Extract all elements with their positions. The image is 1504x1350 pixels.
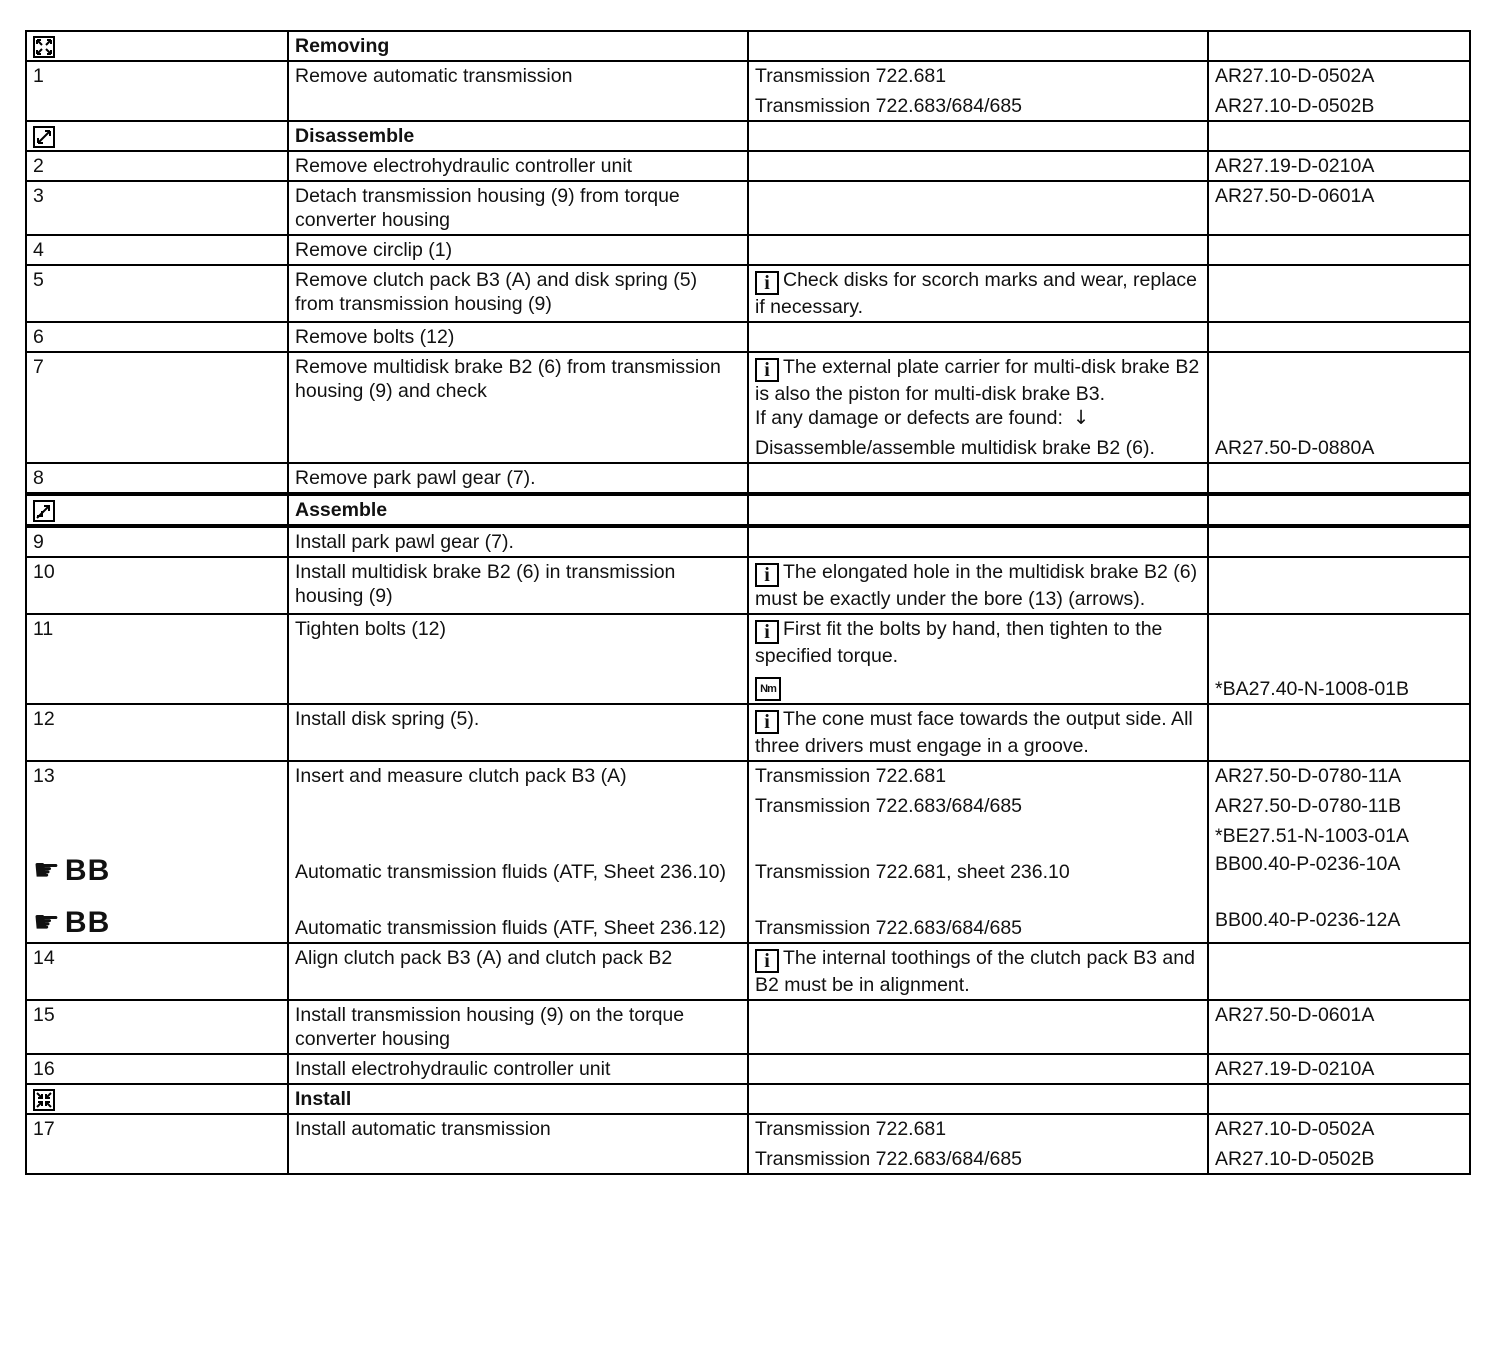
note: Transmission 722.683/684/685 <box>755 795 1023 817</box>
note: Transmission 722.681, sheet 236.10 <box>755 861 1070 883</box>
step-text: Install disk spring (5). <box>288 704 748 761</box>
table-row <box>26 322 1470 352</box>
table-row <box>26 761 1470 943</box>
info-text: The elongated hole in the multidisk brake B2 (6) must be exactly under the bore (13) (arrows). <box>755 561 1198 610</box>
note: Transmission 722.681 <box>755 765 947 787</box>
table-row <box>26 463 1470 494</box>
info-icon: i <box>755 949 779 973</box>
table-row <box>26 1114 1470 1174</box>
step-number: 2 <box>26 151 288 181</box>
info-icon: i <box>755 710 779 734</box>
torque-nm-icon[interactable]: Nm <box>755 677 781 701</box>
step-text: Detach transmission housing (9) from torque converter housing <box>288 181 748 235</box>
step-number: 9 <box>26 526 288 557</box>
reference-link[interactable]: AR27.50-D-0880A <box>1208 352 1470 463</box>
reference-link[interactable]: *BE27.51-N-1003-01A <box>1215 825 1410 847</box>
reference-link[interactable]: AR27.50-D-0780-11A <box>1215 765 1402 787</box>
note: Transmission 722.681 <box>755 1118 947 1140</box>
procedure-document <box>25 30 1467 1175</box>
info-text: Check disks for scorch marks and wear, replace if necessary. <box>755 269 1197 318</box>
reference-link[interactable]: AR27.10-D-0502A <box>1215 65 1375 87</box>
section-title: Assemble <box>288 494 748 526</box>
reference-link[interactable]: AR27.10-D-0502B <box>1215 1148 1375 1170</box>
reference-link[interactable]: AR27.50-D-0601A <box>1208 1000 1470 1054</box>
arrow-down-icon: ↓ <box>1072 406 1090 429</box>
bb-text: Automatic transmission fluids (ATF, Sheet 236.12) <box>295 917 726 939</box>
step-text: Remove park pawl gear (7). <box>288 463 748 494</box>
section-title: Install <box>288 1084 748 1114</box>
reference-link[interactable]: AR27.19-D-0210A <box>1208 1054 1470 1084</box>
step-number: 15 <box>26 1000 288 1054</box>
table-row <box>26 235 1470 265</box>
bb-reference-badge[interactable]: ☛ BB <box>33 905 111 940</box>
step-number: 12 <box>26 704 288 761</box>
note: Transmission 722.683/684/685 <box>755 917 1023 939</box>
table-row <box>26 704 1470 761</box>
reference-link[interactable]: BB00.40-P-0236-10A <box>1215 853 1401 875</box>
note: Transmission 722.683/684/685 <box>755 1148 1023 1170</box>
step-number: 7 <box>26 352 288 463</box>
table-row <box>26 1000 1470 1054</box>
step-number: 11 <box>26 614 288 704</box>
info-text: The cone must face towards the output side. All three drivers must engage in a groove. <box>755 708 1193 757</box>
step-number: 1 <box>26 61 288 121</box>
step-number: 14 <box>26 943 288 1000</box>
table-row <box>26 151 1470 181</box>
step-text: Remove automatic transmission <box>288 61 748 121</box>
info-icon: i <box>755 620 779 644</box>
reference-link[interactable]: BB00.40-P-0236-12A <box>1215 909 1401 931</box>
step-text: Install multidisk brake B2 (6) in transmission housing (9) <box>288 557 748 614</box>
step-text: Tighten bolts (12) <box>288 614 748 704</box>
reference-link[interactable]: AR27.10-D-0502A <box>1215 1118 1375 1140</box>
info-icon: i <box>755 271 779 295</box>
note: Transmission 722.681 <box>755 65 947 87</box>
step-number: 16 <box>26 1054 288 1084</box>
section-row-removing <box>26 31 1470 61</box>
step-number: 3 <box>26 181 288 235</box>
step-number: 17 <box>26 1114 288 1174</box>
table-row <box>26 614 1470 704</box>
assemble-icon <box>33 500 55 522</box>
step-text: Remove multidisk brake B2 (6) from transmission housing (9) and check <box>288 352 748 463</box>
step-number: 6 <box>26 322 288 352</box>
step-text: Remove clutch pack B3 (A) and disk spring (5) from transmission housing (9) <box>288 265 748 322</box>
table-row <box>26 181 1470 235</box>
step-text: Remove circlip (1) <box>288 235 748 265</box>
reference-link[interactable]: AR27.50-D-0780-11B <box>1215 795 1402 817</box>
reference-link[interactable]: AR27.50-D-0601A <box>1208 181 1470 235</box>
action-text: Disassemble/assemble multidisk brake B2 (6). <box>755 437 1155 459</box>
procedure-table <box>25 30 1471 1175</box>
condition-text: If any damage or defects are found: <box>755 407 1063 429</box>
info-text: The external plate carrier for multi-disk brake B2 is also the piston for multi-disk brake B3. <box>755 356 1200 405</box>
note: Transmission 722.683/684/685 <box>755 95 1023 117</box>
table-row <box>26 61 1470 121</box>
table-row <box>26 1054 1470 1084</box>
table-row <box>26 943 1470 1000</box>
step-text: Install transmission housing (9) on the torque converter housing <box>288 1000 748 1054</box>
reference-link[interactable]: AR27.19-D-0210A <box>1208 151 1470 181</box>
step-number: 5 <box>26 265 288 322</box>
info-icon: i <box>755 358 779 382</box>
step-number: 8 <box>26 463 288 494</box>
section-title: Removing <box>288 31 748 61</box>
bb-reference-badge[interactable]: ☛ BB <box>33 853 111 888</box>
step-text: Remove electrohydraulic controller unit <box>288 151 748 181</box>
pointing-hand-icon: ☛ <box>33 905 61 940</box>
table-row <box>26 352 1470 463</box>
pointing-hand-icon: ☛ <box>33 853 61 888</box>
step-number: 10 <box>26 557 288 614</box>
step-text: Align clutch pack B3 (A) and clutch pack B2 <box>288 943 748 1000</box>
expand-icon <box>33 36 55 58</box>
info-text: First fit the bolts by hand, then tighten to the specified torque. <box>755 618 1163 667</box>
section-row-assemble <box>26 494 1470 526</box>
step-text: Install park pawl gear (7). <box>288 526 748 557</box>
table-row <box>26 265 1470 322</box>
bb-text: Automatic transmission fluids (ATF, Sheet 236.10) <box>295 861 726 883</box>
reference-link[interactable]: AR27.10-D-0502B <box>1215 95 1375 117</box>
step-text: Remove bolts (12) <box>288 322 748 352</box>
reference-link[interactable]: *BA27.40-N-1008-01B <box>1208 614 1470 704</box>
step-text: Insert and measure clutch pack B3 (A) <box>295 765 627 787</box>
step-text: Install electrohydraulic controller unit <box>288 1054 748 1084</box>
section-row-install <box>26 1084 1470 1114</box>
table-row <box>26 526 1470 557</box>
table-row <box>26 557 1470 614</box>
step-number: 13 <box>33 765 55 787</box>
section-title: Disassemble <box>288 121 748 151</box>
step-text: Install automatic transmission <box>288 1114 748 1174</box>
install-icon <box>33 1089 55 1111</box>
info-icon: i <box>755 563 779 587</box>
info-text: The internal toothings of the clutch pack B3 and B2 must be in alignment. <box>755 947 1195 996</box>
step-number: 4 <box>26 235 288 265</box>
section-row-disassemble <box>26 121 1470 151</box>
disassemble-icon <box>33 126 55 148</box>
